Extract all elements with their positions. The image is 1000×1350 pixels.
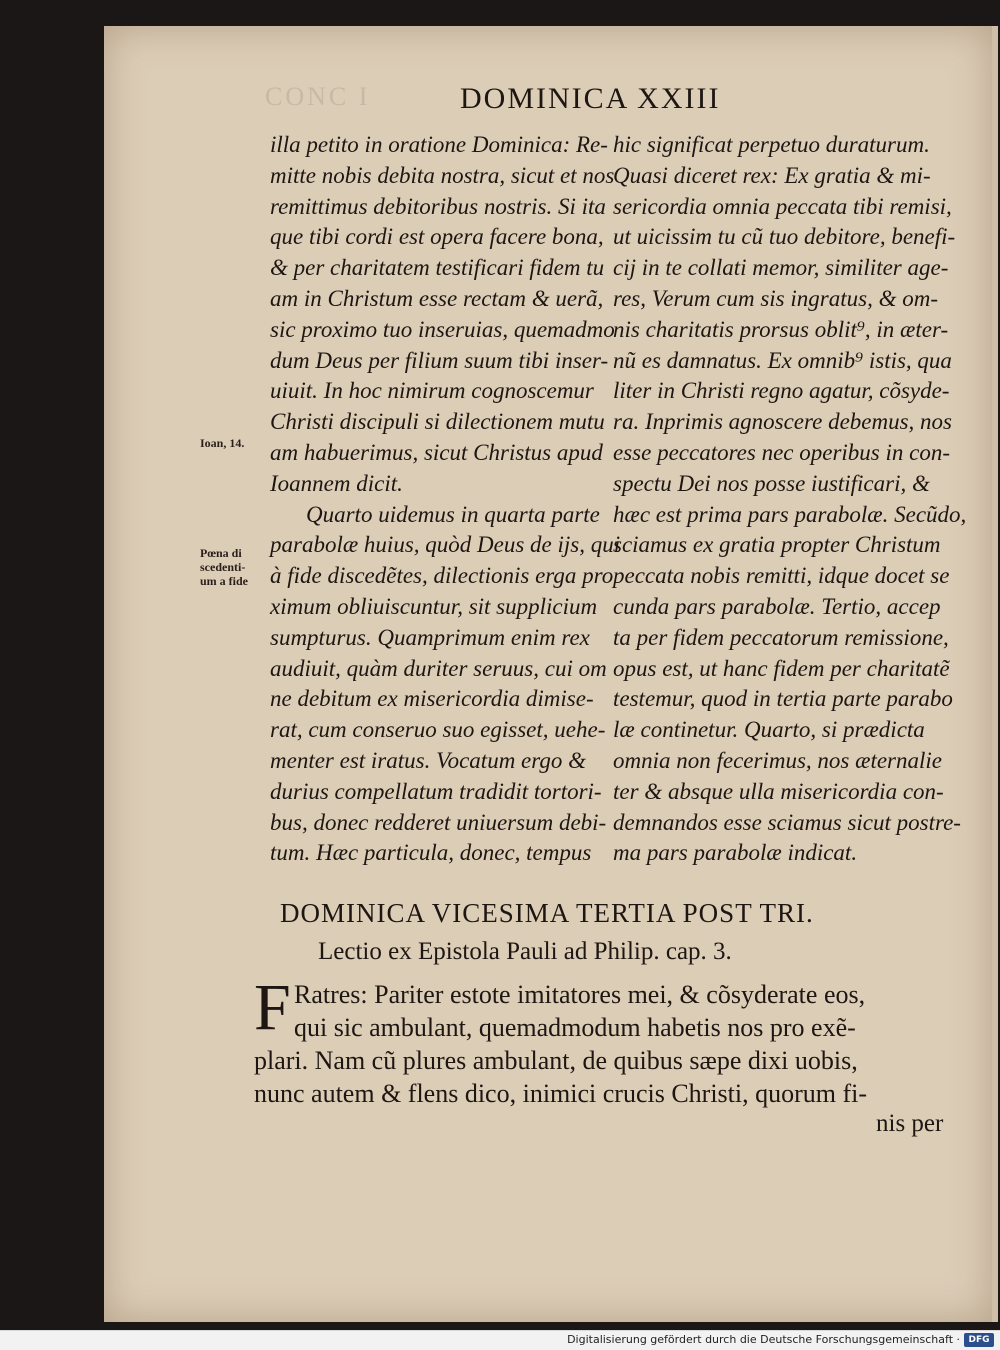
right-column [613,130,967,869]
text-line: ter & absque ulla misericordia con- [613,778,944,804]
text-line: esse peccatores nec operibus in con- [613,439,951,465]
text-line: Ratres: Pariter estote imitatores mei, & cõsyderate eos, [294,980,866,1009]
epistle-text [254,978,934,1110]
text-line: dum Deus per filium suum tibi inser- [270,347,609,373]
section-subtitle: Lectio ex Epistola Pauli ad Philip. cap. 3. [318,938,732,965]
text-line: audiuit, quàm duriter seruus, cui om [270,655,607,681]
text-line: illa petito in oratione Dominica: Re- [270,132,608,157]
text-line: cij in te collati memor, similiter age- [613,255,949,281]
footer-credit: Digitalisierung gefördert durch die Deutsche Forschungsgemeinschaft · [567,1333,960,1346]
margin-note-citation: Ioan, 14. [200,436,245,450]
running-head: DOMINICA XXIII [460,82,721,115]
text-line: nis charitatis prorsus oblit⁹, in æter- [613,316,949,342]
text-line: bus, donec redderet uniuersum debi- [270,809,607,835]
text-line: ne debitum ex misericordia dimise- [270,686,594,712]
text-line: parabolæ huius, quòd Deus de ijs, qui [270,532,621,558]
text-line: nũ es damnatus. Ex omnib⁹ istis, qua [613,347,952,373]
text-line: plari. Nam cũ plures ambulant, de quibus sæpe dixi uobis, [254,1046,858,1075]
text-line: spectu Dei nos posse iustificari, & [613,470,930,496]
bleed-through-text: CONC I [265,82,371,111]
text-line: læ continetur. Quarto, si prædicta [613,717,925,743]
text-line: mitte nobis debita nostra, sicut et nos [270,162,615,188]
text-line: res, Verum cum sis ingratus, & om- [613,285,938,311]
text-line: hæc est prima pars parabolæ. Secũdo, [613,501,967,527]
text-line: tum. Hæc particula, donec, tempus [270,840,592,866]
text-line: sumpturus. Quamprimum enim rex [270,624,590,650]
text-line: uiuit. In hoc nimirum cognoscemur [270,378,594,404]
text-line: peccata nobis remitti, idque docet se [613,563,950,589]
text-line: ta per fidem peccatorum remissione, [613,624,949,650]
section-title: DOMINICA VICESIMA TERTIA POST TRI. [280,898,814,928]
margin-note-gloss: Pœna di scedenti- um a fide [200,546,248,588]
text-line: rat, cum conseruo suo egisset, uehe- [270,717,606,743]
catchword: nis per [876,1110,944,1137]
left-column [270,130,621,869]
text-line: sericordia omnia peccata tibi remisi, [613,193,952,219]
text-line: hic significat perpetuo duraturum. [613,132,930,157]
drop-capital: F [254,971,291,1044]
text-line: cunda pars parabolæ. Tertio, accep [613,593,941,619]
text-line: testemur, quod in tertia parte parabo [613,686,953,712]
text-line: que tibi cordi est opera facere bona, [270,224,604,250]
text-line: durius compellatum tradidit tortori- [270,778,602,804]
text-line: omnia non fecerimus, nos æternalie [613,747,942,773]
text-line: sciamus ex gratia propter Christum [613,532,941,558]
text-line: am habuerimus, sicut Christus apud [270,439,603,465]
footer-bar [0,1330,1000,1350]
text-line: Christi discipuli si dilectionem mutu [270,409,605,435]
text-line: à fide discedẽtes, dilectionis erga pro [270,563,614,589]
text-line: remittimus debitoribus nostris. Si ita [270,193,606,219]
text-line: ra. Inprimis agnoscere debemus, nos [613,409,953,435]
text-line: Quasi diceret rex: Ex gratia & mi- [613,162,931,188]
text-line: liter in Christi regno agatur, cõsyde- [613,378,950,404]
text-line: ut uicissim tu cũ tuo debitore, benefi- [613,224,956,250]
text-line: qui sic ambulant, quemadmodum habetis nos pro exẽ- [294,1013,856,1042]
text-line: am in Christum esse rectam & uerã, [270,285,604,311]
text-line: demnandos esse sciamus sicut postre- [613,809,961,835]
text-line: opus est, ut hanc fidem per charitatẽ [613,655,950,681]
text-line: nunc autem & flens dico, inimici crucis Christi, quorum fi- [254,1079,868,1108]
text-line: menter est iratus. Vocatum ergo & [270,747,587,773]
text-line: Quarto uidemus in quarta parte [306,501,600,527]
text-line: sic proximo tuo inseruias, quemadmo [270,316,615,342]
text-line: ximum obliuiscuntur, sit supplicium [270,593,598,619]
dfg-logo-icon: DFG [964,1333,994,1347]
text-line: Ioannem dicit. [270,470,403,496]
text-line: & per charitatem testificari fidem tu [270,255,605,281]
text-line: ma pars parabolæ indicat. [613,840,858,866]
